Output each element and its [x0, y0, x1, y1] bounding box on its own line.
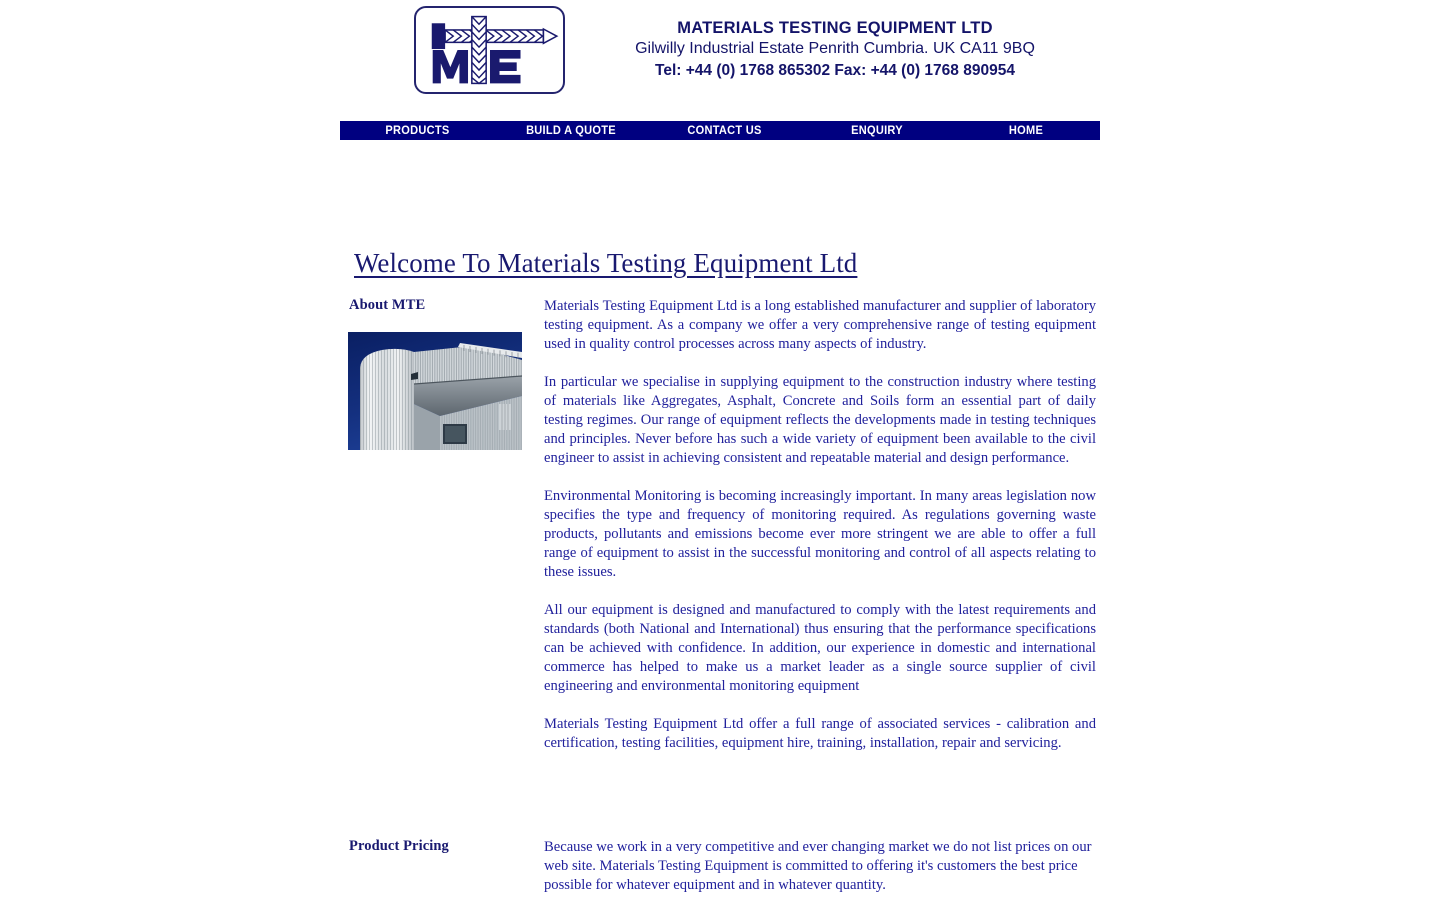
nav-item-products[interactable]: PRODUCTS	[385, 123, 450, 137]
pricing-paragraph: Because we work in a very competitive and ever changing market we do not list prices on our web site. Materials Testing Equipment is committed to offering it's customers the best price possible for whatever equipment and in whatever quantity.	[544, 839, 1092, 893]
nav-item-build-a-quote[interactable]: BUILD A QUOTE	[526, 123, 616, 137]
pricing-aside	[348, 838, 544, 873]
about-paragraph: Materials Testing Equipment Ltd offer a full range of associated services - calibration and certification, testing facilities, equipment hire, training, installation, repair and servicing.	[544, 716, 1096, 751]
company-phone-fax: Tel: +44 (0) 1768 865302 Fax: +44 (0) 1768 890954	[655, 62, 1015, 79]
crane-logo-icon	[416, 8, 563, 92]
about-paragraph: All our equipment is designed and manufactured to comply with the latest requirements and standards (both National and International) thus ensuring that the performance specifications can be achieved with confidence. In addition, our experience in domestic and international commerce has helped to make us a market leader as a single source supplier of civil engineering and environmental monitoring equipment	[544, 602, 1096, 694]
about-section	[348, 297, 1096, 753]
about-paragraph: Materials Testing Equipment Ltd is a long established manufacturer and supplier of laboratory testing equipment. As a company we offer a very comprehensive range of testing equipment used in quality control processes across many aspects of industry.	[544, 298, 1096, 352]
about-paragraph: Environmental Monitoring is becoming increasingly important. In many areas legislation now specifies the type and frequency of monitoring required. As regulations governing waste products, pollutants and emissions become ever more stringent we are able to offer a full range of equipment to assist in the successful monitoring and control of all aspects relating to these issues.	[544, 488, 1096, 580]
company-address: Gilwilly Industrial Estate Penrith Cumbria. UK CA11 9BQ	[635, 40, 1035, 57]
nav-item-contact-us[interactable]: CONTACT US	[687, 123, 762, 137]
about-aside	[348, 297, 544, 450]
page-title: Welcome To Materials Testing Equipment Ltd	[354, 248, 858, 279]
main-navigation	[340, 121, 1100, 140]
pricing-section	[348, 838, 1096, 895]
company-details	[575, 18, 1095, 82]
mte-logo[interactable]	[414, 6, 565, 94]
nav-item-home[interactable]: HOME	[1008, 123, 1044, 137]
about-paragraph: In particular we specialise in supplying equipment to the construction industry where testing of materials like Aggregates, Asphalt, Concrete and Soils form an essential part of daily testing regimes. Our range of equipment reflects the developments made in testing techniques and principles. Never before has such a wide variety of equipment been available to the civil engineer to assist in achieving consistent and repeatable material and design performance.	[544, 374, 1096, 466]
pricing-body	[544, 838, 1096, 895]
pricing-heading: Product Pricing	[349, 838, 449, 854]
about-body	[544, 297, 1096, 753]
about-heading: About MTE	[349, 297, 426, 313]
nav-item-enquiry[interactable]: ENQUIRY	[851, 123, 903, 137]
building-photo	[348, 332, 522, 450]
company-name: MATERIALS TESTING EQUIPMENT LTD	[677, 19, 993, 37]
site-header	[0, 0, 1440, 112]
